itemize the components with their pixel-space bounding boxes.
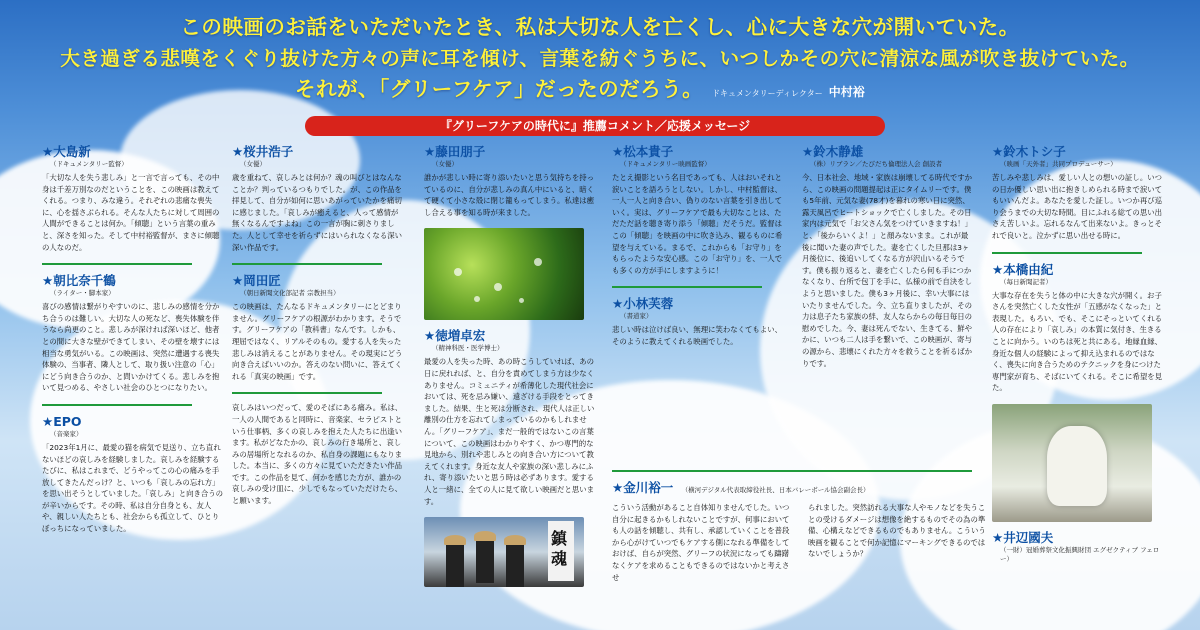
comment-body-columns bbox=[612, 502, 987, 583]
director-name: 中村裕 bbox=[828, 85, 865, 99]
comment-body: 誰かが悲しい時に寄り添いたいと思う気持ちを持っているのに、自分が悲しみの真ん中にいると、暗くて硬くて小さな殻に閉じ籠もってしまう。私達は癒し合える事を知る時が来ました。 bbox=[424, 173, 594, 217]
column-5 bbox=[802, 144, 972, 379]
comment-body: 歳を重ねて、哀しみとは何か？魂の叫びとはなんなことか？判っているつもりでした。が、この作品を拝見して、自分が如何に思いあがっていたかを痛切に感じました。「哀しみが癒えると、人って感情が無くなるんですよね」この一言が胸に刺さりました。人として幸せを祈らずにはいられなくなる深い深い作品です。 bbox=[232, 173, 402, 252]
commenter-role: （ライター・脚本家） bbox=[50, 289, 115, 298]
comment-body: 哀しみはいつだって、愛のそばにある痛み。私は、一人の人間であると同時に、音楽家、セラピストという仕事柄、多くの哀しみを抱えた人たちに出逢います。私がどなたかの、哀しみの行き場所と、哀しみの居場所となれるのか、私自身の課題にもなりました。本当に、多くの方々に見ていただきたい作品です。この作品を見て、何かを感じた方が、誰かの哀しみの受け皿に、少しでもなっていただけたら、と願います。 bbox=[232, 403, 403, 506]
comment-entry bbox=[424, 328, 596, 507]
commenter-role: （映画「天外者」共同プロデューサー） bbox=[1000, 160, 1117, 168]
commenter-role: （女優） bbox=[240, 160, 266, 168]
comment-entry bbox=[42, 144, 224, 253]
comment-entry bbox=[612, 144, 784, 276]
comment-entry bbox=[992, 262, 1162, 394]
commenter-name: ★小林芙蓉 bbox=[612, 296, 674, 312]
commenter-role: （ドキュメンタリー監督） bbox=[50, 160, 128, 168]
commenter-name: ★朝比奈千鶴 bbox=[42, 273, 116, 289]
comment-body: 喜びの感情は繋がりやすいのに、悲しみの感情を分かち合うのは難しい。大切な人の死など、喪失体験を伴うなら尚更のこと。悲しみが深ければ深いほど、他者との間に大きな壁ができてしまい、その壁を壊すには相当な勇気がいる。この映画は、突然に遭遇する喪失体験の、当事者、隣人として、取り扱い注意の「心」にどう向き合うのか、と問いかけてくる。悲しみを抱いて見つめる、やさしい社会のひとつになりたい。 bbox=[42, 302, 220, 393]
commenter-role: （書道家） bbox=[620, 312, 653, 321]
leaf-photo bbox=[424, 228, 584, 320]
column-4 bbox=[612, 144, 784, 358]
commenter-name: ★藤田朋子 bbox=[424, 144, 486, 159]
comment-body: 苦しみや悲しみは、愛しい人との想いの証し。いつの日か優しい思い出に抱きしめられる時まで涙いてもいいんだよ。あなたを愛した証し。いつか再び巡り会うまでの大切な時間。目にふれる総ての思い出さえ苦しいよ。忘れるなんて出来ないよ。きっとそれで良いと。泣かずに思い出せる時に。 bbox=[992, 173, 1162, 240]
director-role: ドキュメンタリーディレクター bbox=[712, 89, 823, 98]
column-3 bbox=[424, 144, 596, 595]
commenter-name: ★岡田匠 bbox=[232, 273, 281, 289]
commenter-name: ★EPO bbox=[42, 413, 82, 429]
comment-body: 最愛の人を失った時、あの時こうしていれば、あの日に戻れれば、と、自分を責めてしまう方は少なくありません。コミュニティが希薄化した現代社会においては、死を忌み嫌い、遠ざける手段をとってきました。結果、生と死は分断され、現代人は正しい離別の仕方を忘れてしまっているのかもしれません。「グリーフケア」、まだ一般的ではないこの言葉について、この映画はわかりやすく、かつ専門的な見地から、別れや悲しみとの向き合い方について教えてくれます。身近な友人や家族の深い悲しみにふれ、寄り添いたいと思う時は必ずあります。愛する人と一緒に、全ての人に見て欲しい映画だと思います。 bbox=[424, 357, 595, 506]
divider bbox=[42, 404, 192, 406]
column-2 bbox=[232, 144, 404, 517]
comment-entry bbox=[42, 273, 224, 394]
comment-body: 「2023年1月に、最愛の猫を病気で見送り、立ち直れないほどの哀しみを経験しました。哀しみを経験するたびに、私はこれまで、どうやってこの心の痛みを手放してきたんだっけ？と、いつも「哀しみの忘れ方」を思い出そうとしていました。「哀しみ」と向き合うのが辛いからです。その時、私は自分自身とも、友人や、親しい人たちとも、社会からも孤立して、ひとりぼっちになっていました。 bbox=[42, 442, 224, 534]
angel-statue-photo bbox=[992, 404, 1152, 522]
comment-entry-continued bbox=[232, 402, 404, 506]
commenter-role: （女優） bbox=[432, 160, 458, 168]
flag-text: 鎮魂 bbox=[551, 529, 568, 569]
commenter-role: （株）リブラン／たびだち倫理法人会 創設者 bbox=[810, 160, 943, 168]
commenter-name: ★井辺國夫 bbox=[992, 529, 1054, 545]
comment-entry bbox=[232, 273, 404, 382]
divider bbox=[992, 252, 1142, 254]
commenter-name: ★鈴木トシ子 bbox=[992, 144, 1066, 159]
commenter-role: （ドキュメンタリー映画監督） bbox=[620, 160, 711, 168]
commenter-role: （朝日新聞文化部記者 宗教担当） bbox=[240, 289, 340, 298]
divider bbox=[232, 263, 382, 265]
column-6 bbox=[992, 144, 1162, 574]
divider bbox=[42, 263, 192, 265]
headline-line-3: それが、「グリーフケア」だったのだろう。 bbox=[295, 77, 704, 101]
comment-body: この映画は、たんなるドキュメンタリーにとどまりません。グリーフケアの根源がわかります。そうです。グリーフケアの「教科書」なんです。しかも、理屈ではなく、リアルそのもの。愛する人を失った悲しみは消えることがありません。その現実にどう向き合えばいいのか。答えのない問いに、答えてくれる「真実の映画」です。 bbox=[232, 302, 403, 381]
comment-body: 大事な存在を失うと体の中に大きな穴が開く。お子さんを突然亡くした女性が「五感がなくなった」と表現した。もろい、でも、そこにそっといてくれる人の存在により「哀しみ」の本質に気付き、生きることに向かう。いのちは死と共にある。地縁血縁、身近な個人の経験によって抑え込まれるのではなく、喪失に向き合うためのテクニックを身につけた専門家が育ち、そばにいてくれる。そこに希望を見た。 bbox=[992, 290, 1162, 393]
section-banner: 『グリーフケアの時代に』推薦コメント／応援メッセージ bbox=[305, 116, 885, 136]
commenter-name: ★徳増卓宏 bbox=[424, 328, 486, 344]
commenter-role: （精神科医・医学博士） bbox=[432, 344, 504, 353]
comment-body: 「大切な人を失う悲しみ」と一言で言っても、その中身は千差万別なのだということを、この映画は教えてくれる。つまり、みな違う。それぞれの悲痛な喪失に、心を揺さぶられる。そんな人たちに対して周囲の人間ができることは何か。「傾聴」という言葉の重みと、深さを知った。そして中村裕監督が、まさに傾聴の人なのだ。 bbox=[42, 173, 220, 252]
comment-entry bbox=[992, 530, 1162, 564]
comment-entry bbox=[424, 144, 596, 218]
commenter-role: （毎日新聞記者） bbox=[1000, 277, 1052, 286]
commenter-name bbox=[612, 480, 987, 498]
comment-body-left: こういう活動があること自体知りませんでした。いつ自分に起きるかもしれないことですが、何事においても人の話を傾聴し、共有し、承認していくことを普段から心がけていつでもケアする側になれる準備をしておけば、自らが突然、グリーフの状況になっても躊躇なくケアを求めることもできるのではないかと考えさせ bbox=[612, 503, 790, 582]
commenter-role: （一財）冠婚葬祭文化振興財団 エグゼクティブ フェロー） bbox=[1000, 545, 1160, 563]
comment-entry bbox=[612, 480, 987, 583]
column-1 bbox=[42, 144, 224, 545]
monks-photo bbox=[424, 517, 584, 587]
divider bbox=[612, 470, 972, 472]
director-credit bbox=[712, 83, 865, 100]
commenter-name: ★本橋由紀 bbox=[992, 261, 1054, 277]
commenter-role: （音楽家） bbox=[50, 429, 83, 438]
commenter-name: ★大島新 bbox=[42, 144, 91, 159]
divider bbox=[612, 286, 762, 288]
wide-comment-entry bbox=[612, 464, 987, 593]
comment-body-right: られました。突然訪れる大事な人やモノなどを失うことの受けるダメージは想像を絶するものでその為の準備、心構えなどできるものでもありません。こういう映画を観ることで何か記憶にマーキングできるのではないでしょうか？ bbox=[808, 503, 986, 559]
headline-line-2: 大き過ぎる悲嘆をくぐり抜けた方々の声に耳を傾け、言葉を紡ぐうちに、いつしかその穴に清涼な風が吹き抜けていた。 bbox=[60, 47, 1140, 70]
commenter-name-text: ★金川裕一 bbox=[612, 480, 674, 495]
comment-body: 悲しい時は泣けば良い、無理に笑わなくてもよい、そのように教えてくれる映画でした。 bbox=[612, 325, 782, 346]
comment-entry bbox=[802, 144, 972, 369]
comment-body: 今、日本社会、地域・家族は崩壊してる時代ですから、この映画の問題提起は正にタイムリーです。僕も5年前、元気な妻(78才)を暮れの寒い日に突然、露天風呂でヒートショックで亡くしました。その日家内は元気で「お父さん気をつけていきますね！」と、「後からいくよ！」と顔みないまま。これが最後に聞いた妻の声でした。妻を亡くした旦那は3ヶ月後位に、後追いしてくなる方が沢山いるそうです。僕も振り返ると、妻を亡くしたら何も手につかなくなり、台所で包丁を手に、仏様の前で自決をしようと思いました。僕も3ヶ月後に、幸い大事にはいたりませんでした。今、立ち直りましたが、その力は息子たち家族の絆、友人ならからの毎日毎日の慰めでした。今、妻は死んでない、生きてる、鮮やかに、いつも二人は手を繋いで、この映画が、寄与の源から、悲壊にくれた方々を救うことを祈るばかりです。 bbox=[802, 173, 972, 368]
headline bbox=[0, 12, 1200, 105]
comment-entry bbox=[42, 414, 224, 535]
comment-body: たとえ撮影という名目であっても、人はおいそれと涙いことを語ろうとしない。しかし、中村監督は、一人一人と向き合い、偽りのない言葉を引き出していく。実は、グリーフケアで最も大切なことは、ただただ話を聴き寄り添う「傾聴」だそうだ。監督はこの「傾聴」を映画の中に吹き込み、観るものに希望を与えている。まるで、これからも「お守り」をもらったような安心感。この「お守り」を、一人でも多くの方が手にしますように！ bbox=[612, 173, 783, 275]
divider bbox=[232, 392, 382, 394]
comment-entry bbox=[992, 144, 1162, 242]
commenter-role: （横河デジタル代表取締役社長、日本バレーボール協会副会長） bbox=[681, 486, 870, 494]
comment-entry bbox=[612, 296, 784, 347]
comment-entry bbox=[232, 144, 404, 253]
commenter-name: ★鈴木静雄 bbox=[802, 144, 864, 159]
commenter-name: ★松本貴子 bbox=[612, 144, 674, 159]
headline-line-1: この映画のお話をいただいたとき、私は大切な人を亡くし、心に大きな穴が開いていた。 bbox=[180, 15, 1020, 39]
commenter-name: ★桜井浩子 bbox=[232, 144, 294, 159]
